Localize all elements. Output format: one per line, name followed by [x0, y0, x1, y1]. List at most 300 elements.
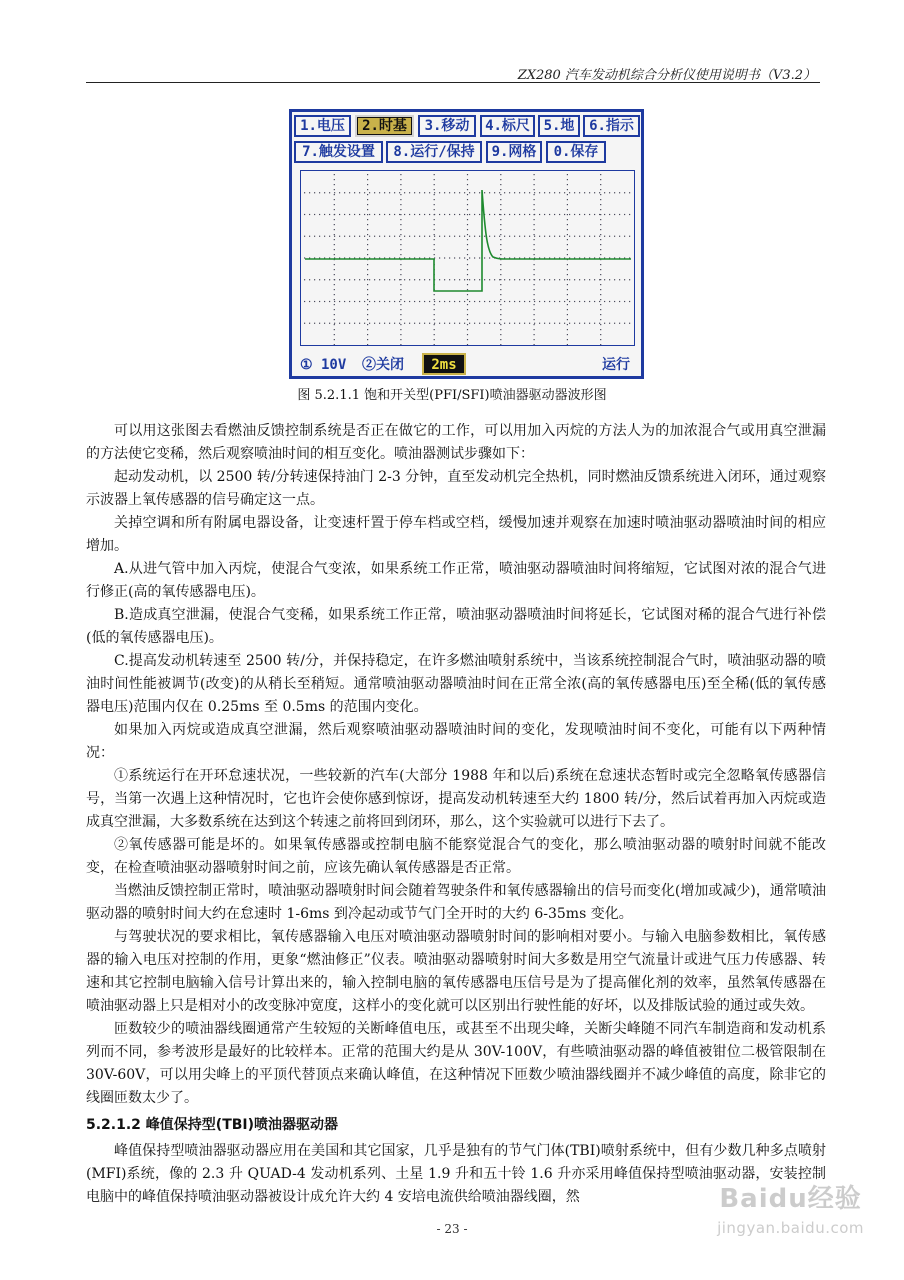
grid-dot	[479, 323, 480, 324]
grid-dot	[467, 204, 468, 205]
grid-dot	[554, 323, 555, 324]
grid-dot	[334, 344, 335, 345]
grid-dot	[459, 257, 460, 258]
grid-dot	[439, 192, 440, 193]
grid-dot	[534, 284, 535, 285]
grid-dot	[400, 294, 401, 295]
grid-dot	[374, 279, 375, 280]
grid-dot	[629, 192, 630, 193]
grid-dot	[499, 323, 500, 324]
grid-dot	[367, 189, 368, 190]
grid-dot	[334, 209, 335, 210]
grid-dot	[439, 236, 440, 237]
grid-dot	[334, 189, 335, 190]
grid-dot	[567, 294, 568, 295]
menu-trigger-settings-button[interactable]: 7.触发设置	[294, 141, 383, 163]
grid-dot	[467, 249, 468, 250]
grid-dot	[364, 301, 365, 302]
grid-dot	[579, 214, 580, 215]
grid-dot	[600, 254, 601, 255]
grid-dot	[494, 214, 495, 215]
grid-dot	[364, 236, 365, 237]
grid-dot	[467, 339, 468, 340]
grid-dot	[419, 301, 420, 302]
grid-dot	[434, 214, 435, 215]
grid-dot	[409, 214, 410, 215]
grid-dot	[499, 301, 500, 302]
grid-dot	[449, 236, 450, 237]
channel2-readout[interactable]: ②关闭	[362, 357, 404, 373]
grid-dot	[459, 301, 460, 302]
grid-dot	[367, 279, 368, 280]
grid-dot	[400, 234, 401, 235]
grid-dot	[429, 279, 430, 280]
grid-dot	[434, 301, 435, 302]
grid-dot	[519, 236, 520, 237]
grid-dot	[419, 236, 420, 237]
grid-dot	[554, 214, 555, 215]
grid-dot	[400, 189, 401, 190]
grid-dot	[559, 192, 560, 193]
grid-dot	[339, 301, 340, 302]
grid-dot	[400, 299, 401, 300]
paragraph: C.提高发动机转速至 2500 转/分，并保持稳定，在许多燃油喷射系统中，当该系统控制混合气时，喷油驱动器的喷油时间性能被调节(改变)的从稍长至稍短。通常喷油驱动器喷油时间在正常全浓(高的氧传感器电压)至全稀(低的氧传感器电压)范围内仅在 0.25ms 至 0.5ms 的范围内变化。	[86, 653, 826, 715]
grid-dot	[459, 192, 460, 193]
grid-dot	[564, 323, 565, 324]
grid-dot	[464, 301, 465, 302]
grid-dot	[349, 301, 350, 302]
grid-dot	[454, 257, 455, 258]
grid-dot	[349, 323, 350, 324]
grid-dot	[454, 214, 455, 215]
grid-dot	[569, 279, 570, 280]
grid-dot	[600, 274, 601, 275]
grid-dot	[334, 239, 335, 240]
grid-dot	[434, 229, 435, 230]
grid-dot	[594, 236, 595, 237]
grid-dot	[334, 219, 335, 220]
grid-dot	[567, 224, 568, 225]
grid-dot	[434, 294, 435, 295]
paragraph: 峰值保持型喷油器驱动器应用在美国和其它国家，几乎是独有的节气门体(TBI)喷射系统中，但有少数几种多点喷射(MFI)系统，像的 2.3 升 QUAD-4 发动机系列、土星 1.9 升和五十铃 1.6 升亦采用峰值保持型喷油驱动器，安装控制电脑中的峰值保持喷油驱动器被设计成允许大约 4 安培电流供给喷油器线圈，然	[86, 1143, 826, 1205]
grid-dot	[359, 279, 360, 280]
grid-dot	[400, 329, 401, 330]
grid-dot	[564, 214, 565, 215]
paragraph: ②氧传感器可能是坏的。如果氧传感器或控制电脑不能察觉混合气的变化，那么喷油驱动器的喷射时间就不能改变，在检查喷油驱动器喷射时间之前，应该先确认氧传感器是否正常。	[86, 837, 826, 876]
grid-dot	[459, 323, 460, 324]
grid-dot	[579, 192, 580, 193]
grid-dot	[367, 174, 368, 175]
grid-dot	[374, 301, 375, 302]
grid-dot	[629, 279, 630, 280]
grid-dot	[567, 289, 568, 290]
grid-dot	[484, 279, 485, 280]
grid-dot	[509, 214, 510, 215]
grid-dot	[334, 284, 335, 285]
grid-dot	[469, 323, 470, 324]
grid-dot	[567, 219, 568, 220]
grid-dot	[409, 279, 410, 280]
grid-dot	[500, 254, 501, 255]
grid-dot	[600, 284, 601, 285]
grid-dot	[467, 304, 468, 305]
grid-dot	[549, 279, 550, 280]
grid-dot	[324, 279, 325, 280]
grid-dot	[600, 279, 601, 280]
grid-dot	[549, 192, 550, 193]
grid-dot	[334, 184, 335, 185]
grid-dot	[600, 344, 601, 345]
grid-dot	[367, 229, 368, 230]
grid-dot	[599, 214, 600, 215]
grid-dot	[500, 329, 501, 330]
grid-dot	[384, 192, 385, 193]
grid-dot	[524, 279, 525, 280]
paragraph: 可以用这张图去看燃油反馈控制系统是否正在做它的工作，可以用加入丙烷的方法人为的加浓混合气或用真空泄漏的方法使它变稀，然后观察喷油时间的相互变化。喷油器测试步骤如下：	[86, 423, 826, 462]
grid-dot	[589, 323, 590, 324]
grid-dot	[334, 329, 335, 330]
grid-dot	[434, 304, 435, 305]
grid-dot	[434, 344, 435, 345]
grid-dot	[489, 257, 490, 258]
grid-dot	[434, 239, 435, 240]
grid-dot	[500, 269, 501, 270]
grid-dot	[304, 214, 305, 215]
grid-dot	[459, 214, 460, 215]
grid-dot	[567, 199, 568, 200]
grid-dot	[500, 174, 501, 175]
grid-dot	[584, 279, 585, 280]
grid-dot	[467, 174, 468, 175]
menu-ground-button[interactable]: 5.地	[538, 115, 580, 137]
grid-dot	[339, 279, 340, 280]
header-rule	[86, 82, 820, 83]
grid-dot	[414, 323, 415, 324]
grid-dot	[329, 214, 330, 215]
grid-dot	[400, 219, 401, 220]
grid-dot	[500, 314, 501, 315]
grid-dot	[434, 192, 435, 193]
grid-dot	[600, 184, 601, 185]
grid-dot	[567, 284, 568, 285]
grid-dot	[534, 204, 535, 205]
menu-save-button[interactable]: 0.保存	[546, 141, 606, 163]
grid-dot	[364, 279, 365, 280]
menu-timebase-button[interactable]: 2.时基	[355, 115, 414, 137]
grid-dot	[514, 279, 515, 280]
grid-dot	[534, 339, 535, 340]
grid-dot	[474, 192, 475, 193]
grid-dot	[414, 214, 415, 215]
grid-dot	[500, 274, 501, 275]
grid-dot	[600, 219, 601, 220]
grid-dot	[534, 234, 535, 235]
grid-dot	[334, 214, 335, 215]
grid-dot	[567, 309, 568, 310]
oscilloscope-figure	[289, 109, 644, 379]
grid-dot	[367, 314, 368, 315]
run-status[interactable]: 运行	[602, 357, 630, 373]
grid-dot	[334, 301, 335, 302]
grid-dot	[467, 209, 468, 210]
grid-dot	[500, 334, 501, 335]
grid-dot	[400, 284, 401, 285]
grid-dot	[600, 194, 601, 195]
grid-dot	[379, 279, 380, 280]
grid-dot	[529, 214, 530, 215]
grid-dot	[469, 192, 470, 193]
grid-dot	[334, 204, 335, 205]
grid-dot	[614, 323, 615, 324]
grid-dot	[604, 214, 605, 215]
paragraph: 当燃油反馈控制正常时，喷油驱动器喷射时间会随着驾驶条件和氧传感器输出的信号而变化(增加或减少)，通常喷油驱动器的喷射时间大约在怠速时 1-6ms 到冷起动或节气门全开时的大约 6-35ms 变化。	[86, 883, 826, 922]
grid-dot	[449, 257, 450, 258]
grid-dot	[424, 236, 425, 237]
grid-dot	[599, 323, 600, 324]
grid-dot	[334, 314, 335, 315]
grid-dot	[349, 236, 350, 237]
grid-dot	[500, 294, 501, 295]
grid-dot	[304, 279, 305, 280]
grid-dot	[579, 236, 580, 237]
grid-dot	[467, 194, 468, 195]
grid-dot	[599, 192, 600, 193]
grid-dot	[499, 279, 500, 280]
grid-dot	[500, 279, 501, 280]
timebase-readout[interactable]: 2ms	[422, 353, 466, 375]
grid-dot	[474, 257, 475, 258]
grid-dot	[500, 189, 501, 190]
grid-dot	[574, 279, 575, 280]
grid-dot	[467, 224, 468, 225]
grid-dot	[367, 219, 368, 220]
grid-dot	[334, 319, 335, 320]
grid-dot	[600, 339, 601, 340]
grid-dot	[369, 236, 370, 237]
grid-dot	[600, 334, 601, 335]
menu-grid-button[interactable]: 9.网格	[486, 141, 542, 163]
grid-dot	[424, 214, 425, 215]
grid-dot	[469, 279, 470, 280]
grid-dot	[400, 199, 401, 200]
grid-dot	[567, 299, 568, 300]
grid-dot	[334, 194, 335, 195]
grid-dot	[567, 254, 568, 255]
grid-dot	[467, 239, 468, 240]
grid-dot	[567, 189, 568, 190]
grid-dot	[567, 274, 568, 275]
grid-dot	[599, 301, 600, 302]
grid-dot	[624, 236, 625, 237]
grid-dot	[534, 334, 535, 335]
grid-dot	[400, 309, 401, 310]
grid-dot	[600, 329, 601, 330]
grid-dot	[367, 284, 368, 285]
grid-dot	[444, 301, 445, 302]
grid-dot	[434, 324, 435, 325]
grid-dot	[524, 323, 525, 324]
grid-dot	[539, 301, 540, 302]
grid-dot	[489, 236, 490, 237]
grid-dot	[539, 323, 540, 324]
grid-dot	[404, 323, 405, 324]
grid-dot	[579, 279, 580, 280]
grid-dot	[424, 192, 425, 193]
grid-dot	[484, 301, 485, 302]
grid-dot	[467, 264, 468, 265]
grid-dot	[369, 214, 370, 215]
grid-dot	[544, 323, 545, 324]
grid-dot	[404, 279, 405, 280]
grid-dot	[434, 209, 435, 210]
grid-dot	[467, 329, 468, 330]
grid-dot	[589, 236, 590, 237]
grid-dot	[474, 214, 475, 215]
grid-dot	[549, 214, 550, 215]
grid-dot	[434, 189, 435, 190]
grid-dot	[354, 323, 355, 324]
grid-dot	[504, 214, 505, 215]
grid-dot	[424, 279, 425, 280]
grid-dot	[429, 214, 430, 215]
grid-dot	[467, 274, 468, 275]
grid-dot	[619, 192, 620, 193]
grid-dot	[400, 244, 401, 245]
grid-dot	[367, 344, 368, 345]
menu-indicator-button[interactable]: 6.指示	[583, 115, 640, 137]
grid-dot	[359, 192, 360, 193]
grid-dot	[367, 294, 368, 295]
grid-dot	[467, 259, 468, 260]
grid-dot	[400, 184, 401, 185]
grid-dot	[359, 301, 360, 302]
grid-dot	[539, 279, 540, 280]
paragraph: 与驾驶状况的要求相比，氧传感器输入电压对喷油驱动器喷射时间的影响相对要小。与输入电脑参数相比，氧传感器的输入电压对控制的作用，更象“燃油修正”仪表。喷油驱动器喷射时间大多数是用空气流量计或进气压力传感器、转速和其它控制电脑输入信号计算出来的，输入控制电脑的氧传感器电压信号是为了提高催化剂的效率，虽然氧传感器在喷油驱动器上只是相对小的改变脉冲宽度，这样小的变化就可以区别出行驶性能的好坏，以及排版试验的通过或失效。	[86, 929, 826, 1014]
grid-dot	[509, 236, 510, 237]
grid-dot	[534, 192, 535, 193]
watermark-url: jingyan.baidu.com	[717, 1219, 864, 1237]
grid-dot	[504, 236, 505, 237]
grid-dot	[439, 323, 440, 324]
grid-dot	[454, 236, 455, 237]
grid-dot	[434, 174, 435, 175]
grid-dot	[314, 301, 315, 302]
grid-dot	[339, 192, 340, 193]
grid-dot	[434, 323, 435, 324]
grid-dot	[334, 269, 335, 270]
grid-dot	[469, 236, 470, 237]
grid-dot	[574, 301, 575, 302]
grid-dot	[367, 269, 368, 270]
grid-dot	[549, 236, 550, 237]
grid-dot	[534, 209, 535, 210]
grid-dot	[609, 192, 610, 193]
grid-dot	[567, 319, 568, 320]
grid-dot	[434, 194, 435, 195]
grid-dot	[567, 234, 568, 235]
grid-dot	[319, 192, 320, 193]
grid-dot	[567, 334, 568, 335]
grid-dot	[494, 323, 495, 324]
grid-dot	[569, 214, 570, 215]
header-title: ZX280 汽车发动机综合分析仪使用说明书（V3.2）	[517, 68, 816, 83]
grid-dot	[600, 264, 601, 265]
grid-dot	[529, 236, 530, 237]
grid-dot	[549, 301, 550, 302]
grid-dot	[534, 319, 535, 320]
grid-dot	[467, 319, 468, 320]
grid-dot	[454, 323, 455, 324]
grid-dot	[434, 244, 435, 245]
grid-dot	[564, 301, 565, 302]
grid-dot	[334, 179, 335, 180]
grid-dot	[404, 214, 405, 215]
grid-dot	[379, 214, 380, 215]
grid-dot	[534, 224, 535, 225]
grid-dot	[384, 301, 385, 302]
paragraph: 关掉空调和所有附属电器设备，让变速杆置于停车档或空档，缓慢加速并观察在加速时喷油驱动器喷油时间的相应增加。	[86, 515, 826, 554]
grid-dot	[419, 214, 420, 215]
grid-dot	[400, 249, 401, 250]
grid-dot	[499, 192, 500, 193]
menu-voltage-button[interactable]: 1.电压	[294, 115, 351, 137]
grid-dot	[500, 264, 501, 265]
grid-dot	[434, 219, 435, 220]
grid-dot	[509, 301, 510, 302]
grid-dot	[449, 301, 450, 302]
grid-dot	[600, 319, 601, 320]
grid-dot	[319, 279, 320, 280]
menu-move-button[interactable]: 3.移动	[418, 115, 476, 137]
grid-dot	[567, 184, 568, 185]
grid-dot	[359, 214, 360, 215]
grid-dot	[359, 323, 360, 324]
grid-dot	[400, 229, 401, 230]
grid-dot	[419, 279, 420, 280]
grid-dot	[529, 279, 530, 280]
grid-dot	[534, 184, 535, 185]
grid-dot	[374, 236, 375, 237]
grid-dot	[449, 323, 450, 324]
grid-dot	[559, 214, 560, 215]
grid-dot	[434, 254, 435, 255]
grid-dot	[567, 304, 568, 305]
grid-dot	[304, 236, 305, 237]
grid-dot	[539, 236, 540, 237]
menu-ruler-button[interactable]: 4.标尺	[480, 115, 535, 137]
grid-dot	[467, 214, 468, 215]
grid-dot	[367, 209, 368, 210]
grid-dot	[519, 323, 520, 324]
menu-run-hold-button[interactable]: 8.运行/保持	[386, 141, 482, 163]
grid-dot	[604, 301, 605, 302]
grid-dot	[434, 179, 435, 180]
grid-dot	[314, 279, 315, 280]
grid-dot	[467, 289, 468, 290]
grid-dot	[599, 279, 600, 280]
channel1-readout[interactable]: ① 10V	[300, 357, 347, 373]
grid-dot	[389, 192, 390, 193]
grid-dot	[519, 301, 520, 302]
grid-dot	[309, 301, 310, 302]
grid-dot	[619, 301, 620, 302]
grid-dot	[494, 279, 495, 280]
grid-dot	[600, 304, 601, 305]
grid-dot	[594, 192, 595, 193]
grid-dot	[349, 192, 350, 193]
grid-dot	[579, 323, 580, 324]
grid-dot	[379, 323, 380, 324]
